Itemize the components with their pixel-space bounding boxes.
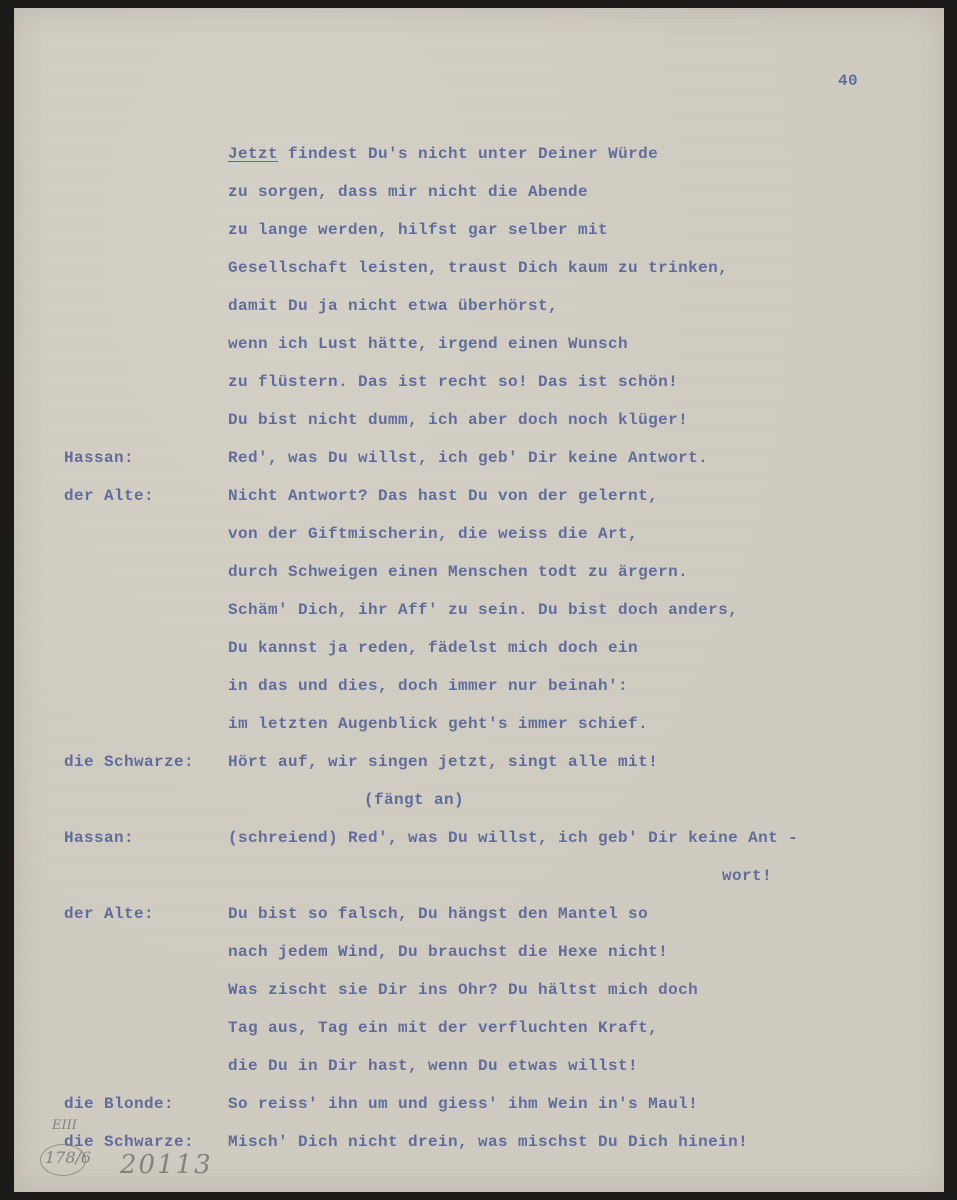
verse-line-text: findest Du's nicht unter Deiner Würde [278, 145, 659, 163]
verse-line: Misch' Dich nicht drein, was mischst Du Dich hinein! [228, 1133, 749, 1151]
verse-line: in das und dies, doch immer nur beinah': [228, 677, 629, 695]
speaker-name: Hassan: [64, 829, 135, 847]
verse-line: Red', was Du willst, ich geb' Dir keine Antwort. [228, 449, 709, 467]
verse-line: damit Du ja nicht etwa überhörst, [228, 297, 559, 315]
verse-line: Du bist nicht dumm, ich aber doch noch klüger! [228, 411, 689, 429]
verse-line: im letzten Augenblick geht's immer schief. [228, 715, 649, 733]
verse-line: Was zischt sie Dir ins Ohr? Du hältst mich doch [228, 981, 699, 999]
manuscript-page [14, 8, 944, 1192]
verse-line: die Du in Dir hast, wenn Du etwas willst! [228, 1057, 639, 1075]
speaker-name: die Schwarze: [64, 1133, 195, 1151]
archive-mark: EIII [52, 1118, 77, 1133]
speaker-name: der Alte: [64, 905, 155, 923]
verse-line: zu sorgen, dass mir nicht die Abende [228, 183, 589, 201]
verse-line: (schreiend) Red', was Du willst, ich geb' Dir keine Ant - [228, 829, 799, 847]
verse-line: Du bist so falsch, Du hängst den Mantel so [228, 905, 649, 923]
verse-line: zu flüstern. Das ist recht so! Das ist schön! [228, 373, 679, 391]
verse-line: So reiss' ihn um und giess' ihm Wein in's Maul! [228, 1095, 699, 1113]
verse-line: Hört auf, wir singen jetzt, singt alle mit! [228, 753, 659, 771]
verse-line: Gesellschaft leisten, traust Dich kaum zu trinken, [228, 259, 729, 277]
verse-line: nach jedem Wind, Du brauchst die Hexe nicht! [228, 943, 669, 961]
verse-line: Schäm' Dich, ihr Aff' zu sein. Du bist doch anders, [228, 601, 739, 619]
verse-line: Tag aus, Tag ein mit der verfluchten Kraft, [228, 1019, 659, 1037]
speaker-name: Hassan: [64, 449, 135, 467]
verse-line: Nicht Antwort? Das hast Du von der gelernt, [228, 487, 659, 505]
verse-line: von der Giftmischerin, die weiss die Art, [228, 525, 639, 543]
stage-direction: (fängt an) [364, 791, 465, 809]
speaker-name: die Blonde: [64, 1095, 175, 1113]
page-number: 40 [838, 72, 859, 90]
verse-continuation: wort! [722, 867, 773, 885]
verse-line: wenn ich Lust hätte, irgend einen Wunsch [228, 335, 629, 353]
verse-line: zu lange werden, hilfst gar selber mit [228, 221, 609, 239]
archive-number: 20113 [120, 1150, 213, 1180]
verse-line: Du kannst ja reden, fädelst mich doch ein [228, 639, 639, 657]
speaker-name: der Alte: [64, 487, 155, 505]
speaker-name: die Schwarze: [64, 753, 195, 771]
archive-folio: 178/6 [45, 1148, 92, 1167]
underlined-word: Jetzt [228, 145, 279, 163]
verse-line [228, 145, 658, 163]
verse-line: durch Schweigen einen Menschen todt zu ärgern. [228, 563, 689, 581]
